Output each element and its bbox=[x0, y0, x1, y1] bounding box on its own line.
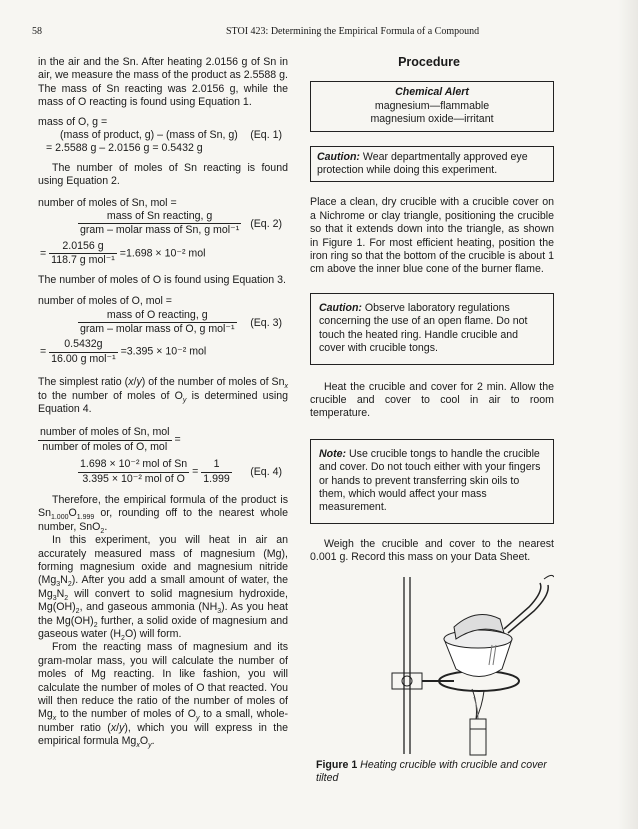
eq1-number: (Eq. 1) bbox=[250, 129, 282, 142]
from-paragraph: From the reacting mass of magnesium and its gram-molar mass, you will calculate the number of moles of Mg reacting. In like fashion, you will calculate the number of moles of O that reacted. You will then reduce the ratio of the number of moles of $Mg_x$ to the number of moles of $O_y$ to a small, whole-number ratio (x/y), which you will express in the empirical formula $Mg_xO_y$. bbox=[38, 641, 288, 750]
caution-tag: Caution: bbox=[319, 301, 362, 314]
caution-text: Observe laboratory regulations concerning the use of an open flame. Do not touch the heated ring. Handle crucible and cover with crucible tongs. bbox=[319, 301, 528, 355]
right-column bbox=[304, 56, 554, 785]
step-3: Weigh the crucible and cover to the nearest 0.001 g. Record this mass on your Data Sheet. bbox=[310, 537, 554, 564]
eq1-line2: (mass of product, g) – (mass of Sn, g) bbox=[60, 129, 238, 142]
alert-item-1: magnesium—flammable bbox=[374, 99, 490, 112]
alert-title: Chemical Alert bbox=[395, 86, 469, 99]
figure-caption bbox=[304, 759, 554, 785]
caution-text: Wear departmentally approved eye protection while doing this experiment. bbox=[317, 150, 528, 177]
eq2-result: = $\frac{2.0156 g}{\text{118.7 g mol⁻¹}}$ =1.698 × 10⁻² mol bbox=[40, 239, 206, 267]
eq3-result: = $\frac{0.5432g}{\text{16.00 g mol⁻¹}}$ =3.395 × 10⁻² mol bbox=[40, 338, 207, 365]
page-edge-shadow bbox=[618, 0, 638, 829]
eq4-line2: $\frac{\text{1.698 × 10⁻² mol of Sn}}{\text{3.395 × 10⁻² mol of O}}$ = $\frac{1}{1.999}$ (Eq. 4) bbox=[80, 458, 282, 485]
experiment-paragraph: In this experiment, you will heat in air an accurately measured mass of magnesium (Mg), forming magnesium oxide and magnesium nitride $(Mg_3N_2)$. After you add a small amount of water, the $Mg_3N_2$ will convert to solid magnesium hydroxide, $Mg(OH)_2$, and gaseous ammonia $(NH_3)$. As you heat the $Mg(OH)_2$ further, a solid oxide of magnesium and gaseous water $(H_2O)$ will form. bbox=[38, 534, 288, 643]
caution-box-2 bbox=[310, 293, 554, 365]
eq2-denominator: gram – molar mass of Sn, g mol⁻¹ bbox=[80, 224, 240, 237]
eq2 bbox=[38, 210, 288, 238]
eq2-numerator2: 2.0156 g bbox=[49, 240, 117, 254]
eq3-fraction bbox=[78, 309, 237, 337]
eq3-numerator: mass of O reacting, g bbox=[78, 309, 237, 323]
eq2-fraction bbox=[78, 210, 241, 238]
eq4-denominator2: 3.395 × 10⁻² mol of O bbox=[82, 472, 185, 485]
eq2-lhs: number of moles of Sn, mol = bbox=[38, 196, 177, 209]
left-column bbox=[38, 56, 288, 749]
eq4-fraction3 bbox=[201, 458, 232, 486]
eq2-value: =1.698 × 10⁻² mol bbox=[119, 247, 206, 260]
procedure-heading: Procedure bbox=[398, 55, 460, 69]
eq1 bbox=[38, 129, 288, 142]
chemical-alert-box bbox=[310, 81, 554, 131]
eq4-number: (Eq. 4) bbox=[250, 466, 282, 479]
eq1-line1: mass of O, g = bbox=[38, 115, 108, 128]
ratio-paragraph: The simplest ratio (x/y) of the number of moles of $Sn_x$ to the number of moles of $O_y$ is determined using Equation 4. bbox=[38, 376, 289, 415]
eq4-numerator3: 1 bbox=[201, 458, 232, 472]
eq2-numerator: mass of Sn reacting, g bbox=[78, 210, 241, 224]
running-header: STOI 423: Determining the Empirical Formula of a Compound bbox=[226, 26, 480, 37]
page-number: 58 bbox=[32, 26, 42, 37]
note-text: Use crucible tongs to handle the crucible and cover. Do not touch either with your fingers or hands to prevent transferring skin oils to them, which would affect your mass measurement. bbox=[319, 447, 541, 514]
therefore-paragraph: Therefore, the empirical formula of the product is $Sn_{1.000}O_{1.999}$ or, rounding off to the nearest whole number, SnO$_2$. bbox=[38, 493, 288, 535]
eq4-numerator2: 1.698 × 10⁻² mol of Sn bbox=[78, 458, 189, 472]
caution-box-1 bbox=[310, 146, 554, 183]
eq3-fraction2 bbox=[49, 338, 117, 366]
step-2: Heat the crucible and cover for 2 min. Allow the crucible and cover to cool in air to room temperature. bbox=[310, 380, 554, 420]
eq4-denominator: number of moles of O, mol bbox=[42, 440, 168, 453]
eq3-denominator2: 16.00 g mol⁻¹ bbox=[51, 352, 116, 365]
eq4-numerator: number of moles of Sn, mol bbox=[38, 426, 172, 440]
eq4-fraction bbox=[38, 426, 172, 454]
moles-o-paragraph: The number of moles of O is found using Equation 3. bbox=[38, 273, 286, 286]
alert-item-2: magnesium oxide—irritant bbox=[370, 113, 494, 126]
eq3 bbox=[38, 309, 288, 337]
crucible-apparatus-illustration bbox=[304, 569, 554, 759]
eq4-line1: $\frac{\text{number of moles of Sn, mol}}{\text{number of moles of O, mol}}$ = bbox=[40, 426, 181, 453]
intro-paragraph: in the air and the Sn. After heating 2.0156 g of Sn in air, we measure the mass of the product as 2.5588 g. The mass of Sn reacting was 2.0156 g, while the mass of O reacting is found using Equation 1. bbox=[38, 56, 288, 109]
eq3-value: =3.395 × 10⁻² mol bbox=[120, 346, 207, 359]
eq2-number: (Eq. 2) bbox=[250, 218, 282, 231]
eq3-lhs: number of moles of O, mol = bbox=[38, 295, 172, 308]
caution-tag: Caution: bbox=[317, 150, 360, 163]
eq3-number: (Eq. 3) bbox=[250, 316, 282, 329]
moles-sn-paragraph: The number of moles of Sn reacting is found using Equation 2. bbox=[38, 161, 288, 188]
eq1-line3: = 2.5588 g – 2.0156 g = 0.5432 g bbox=[46, 142, 203, 155]
eq3-numerator2: 0.5432g bbox=[49, 338, 117, 352]
eq2-denominator2: 118.7 g mol⁻¹ bbox=[51, 254, 115, 267]
eq4-fraction2 bbox=[78, 458, 189, 486]
figure-label: Figure 1 bbox=[316, 758, 358, 771]
eq3-denominator: gram – molar mass of O, g mol⁻¹ bbox=[80, 322, 235, 335]
step-1: Place a clean, dry crucible with a crucible cover on a Nichrome or clay triangle, positioning the crucible so that it extends down into the triangle, as shown in Figure 1. For most efficient heating, position the iron ring so that the bottom of the crucible is about 1 cm above the inner blue cone of the burner flame. bbox=[310, 196, 554, 276]
figure-caption-text: Heating crucible with crucible and cover tilted bbox=[316, 758, 547, 784]
note-box bbox=[310, 439, 554, 524]
eq4-denominator3: 1.999 bbox=[203, 472, 230, 485]
note-tag: Note: bbox=[319, 447, 347, 460]
eq2-fraction2 bbox=[49, 240, 117, 268]
